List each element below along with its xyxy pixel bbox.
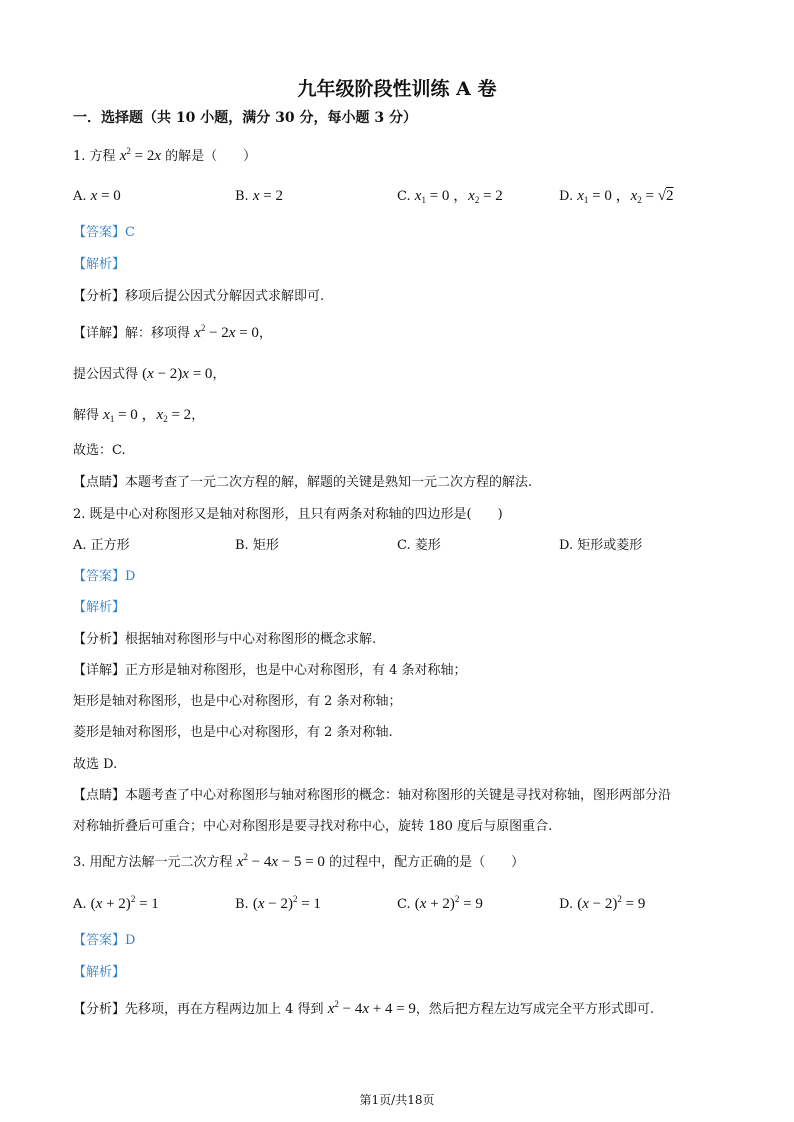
q1-detail-1: 【详解】解：移项得 $x^2 - 2x = 0$， <box>73 323 272 341</box>
q1-detail-2: 提公因式得 (x − 2)x = 0， <box>73 366 226 382</box>
q3-option-c: C. $(x + 2)^2 = 9$ <box>397 894 483 912</box>
q2-option-b: B. 矩形 <box>235 538 279 553</box>
q1-fenxi: 【分析】移项后提公因式分解因式求解即可. <box>73 289 325 304</box>
q1-dianjing: 【点睛】本题考查了一元二次方程的解，解题的关键是熟知一元二次方程的解法. <box>73 475 533 490</box>
q2-dianjing-1: 【点睛】本题考查了中心对称图形与轴对称图形的概念：轴对称图形的关键是寻找对称轴，图形两部分沿 <box>73 788 672 803</box>
q3-option-b: B. $(x - 2)^2 = 1$ <box>235 894 321 912</box>
q1-detail-3: 解得 $x_1 = 0$ ，$x_2 = 2$， <box>73 407 205 424</box>
q3-stem-prefix: 3. 用配方法解一元二次方程 <box>73 855 233 870</box>
q1-stem-prefix: 1. 方程 <box>73 149 116 164</box>
q3-answer: 【答案】D <box>73 933 136 948</box>
q1-choose: 故选：C. <box>73 443 126 458</box>
q1-answer: 【答案】C <box>73 225 135 240</box>
q2-dianjing-2: 对称轴折叠后可重合；中心对称图形是要寻找对称中心，旋转 180 度后与原图重合. <box>73 819 553 834</box>
q1-analysis-tag: 【解析】 <box>73 257 126 272</box>
q2-stem: 2. 既是中心对称图形又是轴对称图形，且只有两条对称轴的四边形是( ) <box>73 507 503 522</box>
q3-fenxi-prefix: 【分析】先移项，再在方程两边加上 4 得到 <box>73 1002 324 1017</box>
q1-option-b: B. x = 2 <box>235 188 283 204</box>
q2-choose: 故选 D. <box>73 757 118 772</box>
q1-detail-label: 【详解】解：移项得 <box>73 326 191 341</box>
q1-option-c: C. $x_1 = 0$ ，$x_2 = 2$ <box>397 188 503 205</box>
option-letter: D. <box>559 189 574 204</box>
section-heading: 一．选择题（共 10 小题，满分 30 分，每小题 3 分） <box>73 110 417 126</box>
option-letter: C. <box>397 897 411 912</box>
q1-option-d: D. $x_1 = 0$ ，$x_2 = √2$ <box>559 188 674 205</box>
q3-option-a: A. $(x + 2)^2 = 1$ <box>73 894 159 912</box>
q2-analysis-tag: 【解析】 <box>73 600 126 615</box>
q2-fenxi: 【分析】根据轴对称图形与中心对称图形的概念求解. <box>73 632 377 647</box>
q3-stem: 3. 用配方法解一元二次方程 $x^2 - 4x - 5 = 0$ 的过程中，配方正确的是（ ） <box>73 852 525 870</box>
q1-option-a: A. x = 0 <box>73 188 121 204</box>
q1-equation: $x^2 = 2x$ <box>119 146 161 164</box>
option-letter: B. <box>235 897 249 912</box>
q2-detail-1: 【详解】正方形是轴对称图形，也是中心对称图形，有 4 条对称轴； <box>73 663 467 678</box>
q2-detail-3: 菱形是轴对称图形，也是中心对称图形，有 2 条对称轴. <box>73 725 393 740</box>
q2-detail-2: 矩形是轴对称图形，也是中心对称图形，有 2 条对称轴； <box>73 694 402 709</box>
option-letter: A. <box>73 897 87 912</box>
option-letter: D. <box>559 897 574 912</box>
q3-fenxi-suffix: ，然后把方程左边写成完全平方形式即可. <box>415 1002 655 1017</box>
q1-detail-label: 提公因式得 <box>73 367 139 382</box>
option-letter: B. <box>235 189 249 204</box>
q3-option-d: D. $(x - 2)^2 = 9$ <box>559 894 646 912</box>
page-title: 九年级阶段性训练 A 卷 <box>297 78 497 100</box>
q3-fenxi: 【分析】先移项，再在方程两边加上 4 得到 $x^2 - 4x + 4 = 9$，然后把方程左边写成完全平方形式即可. <box>73 999 655 1017</box>
q1-stem <box>73 146 256 167</box>
q2-option-a: A. 正方形 <box>73 538 130 553</box>
q1-stem-suffix: 的解是（ ） <box>165 149 257 164</box>
q2-option-c: C. 菱形 <box>397 538 441 553</box>
q3-stem-suffix: 的过程中，配方正确的是（ ） <box>329 855 525 870</box>
option-letter: C. <box>397 189 411 204</box>
q2-option-d: D. 矩形或菱形 <box>559 538 643 553</box>
page-footer: 第1页/共18页 <box>359 1093 435 1107</box>
q2-answer: 【答案】D <box>73 569 136 584</box>
q3-analysis-tag: 【解析】 <box>73 965 126 980</box>
option-letter: A. <box>73 189 87 204</box>
q1-detail-label: 解得 <box>73 408 100 423</box>
